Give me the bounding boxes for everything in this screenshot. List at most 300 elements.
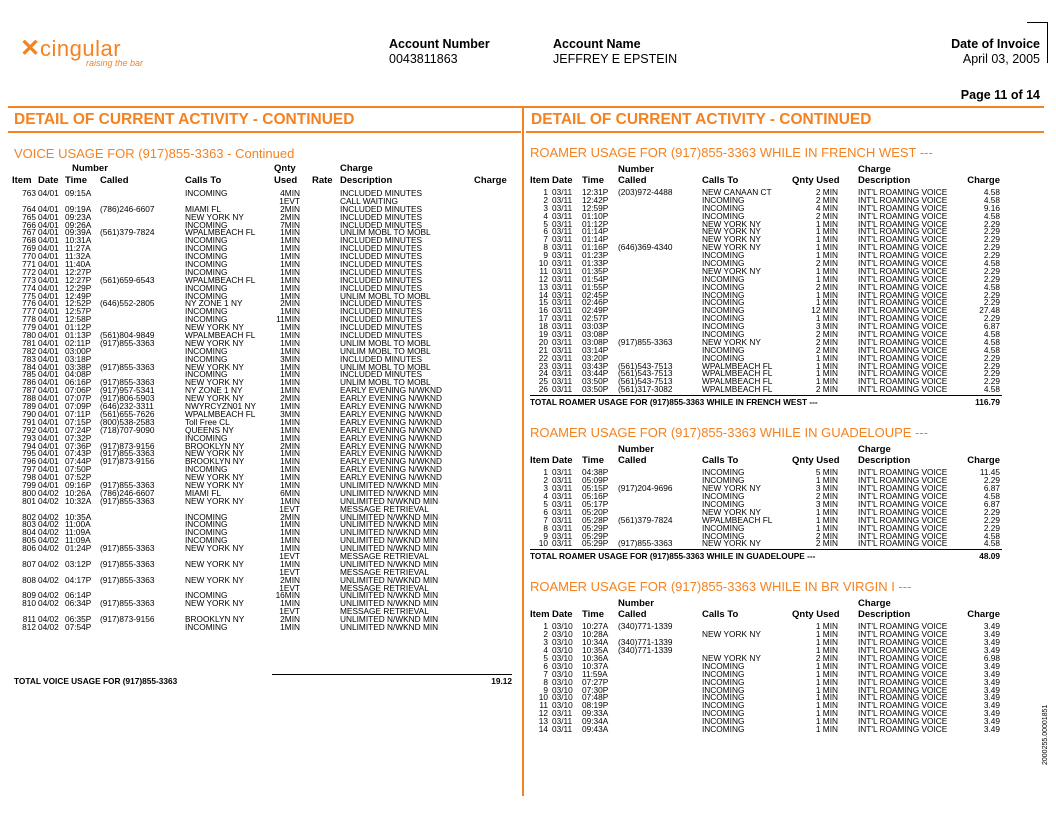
cell-qnty-used: 2 MIN bbox=[815, 281, 838, 292]
cell-date: 04/01 bbox=[38, 290, 59, 301]
hdr-description: Description bbox=[340, 175, 393, 186]
cell-description: INCLUDED MINUTES bbox=[340, 243, 423, 254]
cell-date: 03/11 bbox=[552, 360, 573, 371]
cell-description: UNLIMITED N/WKND MIN bbox=[340, 535, 439, 546]
cell-calls-to: INCOMING bbox=[702, 491, 745, 502]
cell-qnty-used: 1 MIN bbox=[815, 700, 838, 711]
cell-time: 04:17P bbox=[65, 574, 92, 585]
cell-date: 03/11 bbox=[552, 723, 573, 734]
cell-item: 20 bbox=[538, 336, 548, 347]
cell-charge: 3.49 bbox=[983, 621, 1000, 632]
cell-calls-to: NEW YORK NY bbox=[702, 226, 761, 237]
cell-date: 04/02 bbox=[38, 495, 59, 506]
cell-description: EARLY EVENING N/WKND bbox=[340, 393, 443, 404]
roamer-total-rule bbox=[530, 549, 1002, 550]
cell-called: (917)873-9156 bbox=[100, 456, 155, 467]
cell-calls-to: WPALMBEACH FL bbox=[702, 384, 773, 395]
cell-description: INT'L ROAMING VOICE bbox=[858, 700, 948, 711]
cell-calls-to: NEW YORK NY bbox=[185, 377, 244, 388]
cell-description: INT'L ROAMING VOICE bbox=[858, 344, 948, 355]
cell-charge: 3.49 bbox=[983, 723, 1000, 734]
cell-description: INT'L ROAMING VOICE bbox=[858, 226, 948, 237]
cell-item: 8 bbox=[543, 522, 548, 533]
cell-charge: 2.29 bbox=[983, 506, 1000, 517]
cell-item: 812 bbox=[22, 621, 36, 632]
hdr-item: Item bbox=[530, 455, 550, 467]
cell-description: INT'L ROAMING VOICE bbox=[858, 368, 948, 379]
cell-description: INCLUDED MINUTES bbox=[340, 251, 423, 262]
roamer-column-headers bbox=[530, 599, 1002, 621]
cell-description: UNLIMITED N/WKND MIN bbox=[340, 519, 439, 530]
cell-calls-to: NEW YORK NY bbox=[702, 506, 761, 517]
cell-qnty-used: 1 MIN bbox=[815, 218, 838, 229]
cell-description: CALL WAITING bbox=[340, 195, 398, 206]
cell-item: 5 bbox=[543, 652, 548, 663]
cell-description: INT'L ROAMING VOICE bbox=[858, 281, 948, 292]
cell-item: 26 bbox=[538, 384, 548, 395]
cell-date: 04/01 bbox=[38, 369, 59, 380]
cell-used: 2MIN bbox=[280, 440, 300, 451]
cell-used: 4MIN bbox=[280, 188, 300, 198]
cell-date: 03/11 bbox=[552, 218, 573, 229]
cell-time: 07:50P bbox=[65, 464, 92, 475]
cell-item: 2 bbox=[543, 629, 548, 640]
cell-time: 07:27P bbox=[582, 676, 609, 687]
cell-time: 07:15P bbox=[65, 416, 92, 427]
cell-time: 07:06P bbox=[65, 385, 92, 396]
cell-qnty-used: 2 MIN bbox=[815, 258, 838, 269]
voice-usage-table bbox=[12, 190, 514, 632]
cell-time: 05:29P bbox=[582, 522, 609, 533]
cell-calls-to: INCOMING bbox=[185, 251, 228, 262]
cell-time: 03:50P bbox=[582, 376, 609, 387]
cell-qnty-used: 1 MIN bbox=[815, 376, 838, 387]
left-title-rule bbox=[8, 131, 521, 133]
cell-called: (646)552-2805 bbox=[100, 298, 155, 309]
cell-called: (561)317-3082 bbox=[618, 384, 673, 395]
cell-calls-to: WPALMBEACH FL bbox=[702, 514, 773, 525]
cell-charge: 2.29 bbox=[983, 352, 1000, 363]
cell-time: 12:58P bbox=[65, 314, 92, 325]
cell-item: 808 bbox=[22, 574, 36, 585]
hdr-description: Description bbox=[858, 455, 911, 467]
cell-charge: 4.58 bbox=[983, 329, 1000, 340]
cell-used: 3MIN bbox=[280, 408, 300, 419]
cell-item: 11 bbox=[539, 700, 548, 711]
cell-calls-to: INCOMING bbox=[185, 290, 228, 301]
cell-time: 07:48P bbox=[582, 692, 609, 703]
cell-called: (646)369-4340 bbox=[618, 242, 673, 253]
cell-date: 03/11 bbox=[552, 297, 573, 308]
cell-date: 03/11 bbox=[552, 194, 573, 205]
cell-date: 04/01 bbox=[38, 393, 59, 404]
cell-calls-to: INCOMING bbox=[702, 660, 745, 671]
cell-item: 14 bbox=[538, 289, 548, 300]
cell-calls-to: WPALMBEACH FL bbox=[185, 274, 256, 285]
cell-item: 777 bbox=[22, 306, 36, 317]
cell-time: 03:03P bbox=[582, 321, 609, 332]
cell-item: 8 bbox=[543, 676, 548, 687]
cell-item: 786 bbox=[22, 377, 36, 388]
cell-description: INCLUDED MINUTES bbox=[340, 211, 423, 222]
cell-charge: 2.29 bbox=[983, 273, 1000, 284]
cell-date: 03/11 bbox=[552, 467, 573, 478]
cell-date: 04/01 bbox=[38, 424, 59, 435]
cell-charge: 2.29 bbox=[983, 289, 1000, 300]
table-row bbox=[12, 621, 514, 632]
cell-description: INT'L ROAMING VOICE bbox=[858, 498, 948, 509]
cell-used: 1MIN bbox=[280, 251, 300, 262]
cell-description: INT'L ROAMING VOICE bbox=[858, 645, 948, 656]
cell-item: 798 bbox=[22, 472, 36, 483]
hdr-date: Date bbox=[552, 175, 573, 186]
cell-time: 08:19P bbox=[582, 700, 609, 711]
cell-time: 11:59A bbox=[582, 668, 608, 679]
hdr-calls-to: Calls To bbox=[702, 609, 739, 621]
invoice-date-label: Date of Invoice bbox=[951, 37, 1040, 51]
cell-item: 793 bbox=[22, 432, 36, 443]
cell-item: 3 bbox=[543, 483, 548, 494]
cell-calls-to: NEW YORK NY bbox=[185, 337, 244, 348]
cell-date: 04/01 bbox=[38, 243, 59, 254]
cell-qnty-used: 1 MIN bbox=[815, 313, 838, 324]
cell-description: INCLUDED MINUTES bbox=[340, 330, 423, 341]
cell-description: UNLIM MOBL TO MOBL bbox=[340, 361, 431, 372]
hdr-qnty-used: Qnty Used bbox=[792, 175, 840, 186]
cell-description: INCLUDED MINUTES bbox=[340, 353, 423, 364]
cell-date: 03/11 bbox=[552, 250, 573, 261]
cell-description: UNLIMITED N/WKND MIN bbox=[340, 614, 439, 625]
cell-item: 811 bbox=[22, 614, 36, 625]
cell-called: (917)204-9696 bbox=[618, 483, 673, 494]
cell-charge: 2.29 bbox=[983, 475, 1000, 486]
cell-date: 04/02 bbox=[38, 543, 59, 554]
cell-description: INT'L ROAMING VOICE bbox=[858, 250, 948, 261]
roamer-total-label: TOTAL ROAMER USAGE FOR (917)855-3363 WHILE IN FRENCH WEST --- bbox=[530, 397, 818, 408]
roamer-subtitle: ROAMER USAGE FOR (917)855-3363 WHILE IN BR VIRGIN I --- bbox=[530, 579, 912, 595]
cell-called: (917)957-5341 bbox=[100, 385, 155, 396]
cell-qnty-used: 1 MIN bbox=[815, 637, 838, 648]
cell-called: (561)804-9849 bbox=[100, 330, 155, 341]
cell-date: 04/01 bbox=[38, 259, 59, 270]
hdr-date: Date bbox=[552, 455, 573, 467]
cell-time: 02:49P bbox=[582, 305, 609, 316]
cell-qnty-used: 1 MIN bbox=[815, 522, 838, 533]
cell-time: 01:13P bbox=[65, 330, 92, 341]
cell-called: (917)855-3363 bbox=[100, 495, 155, 506]
cell-description: UNLIMITED N/WKND MIN bbox=[340, 621, 439, 632]
cell-description: UNLIMITED N/WKND MIN bbox=[340, 574, 439, 585]
cell-calls-to: NEW YORK NY bbox=[702, 483, 761, 494]
cell-time: 11:09A bbox=[65, 535, 91, 546]
cell-used: 1MIN bbox=[280, 432, 300, 443]
cell-item: 781 bbox=[22, 337, 36, 348]
cell-calls-to: INCOMING bbox=[185, 369, 228, 380]
cell-description: INT'L ROAMING VOICE bbox=[858, 297, 948, 308]
cell-date: 03/11 bbox=[552, 234, 573, 245]
cell-time: 07:11P bbox=[65, 408, 91, 419]
cell-charge: 4.58 bbox=[983, 344, 1000, 355]
cell-qnty-used: 2 MIN bbox=[815, 491, 838, 502]
cell-time: 01:12P bbox=[65, 322, 92, 333]
cell-date: 03/10 bbox=[552, 684, 573, 695]
account-name: JEFFREY E EPSTEIN bbox=[553, 52, 678, 66]
cell-calls-to: INCOMING bbox=[702, 289, 745, 300]
cell-time: 05:17P bbox=[582, 498, 609, 509]
cell-calls-to: NEW YORK NY bbox=[185, 472, 244, 483]
cell-calls-to: MIAMI FL bbox=[185, 203, 221, 214]
cell-date: 04/01 bbox=[38, 298, 59, 309]
cell-time: 05:29P bbox=[582, 530, 609, 541]
cell-item: 11 bbox=[539, 265, 548, 276]
cell-called: (561)543-7513 bbox=[618, 368, 673, 379]
cell-used: 1MIN bbox=[280, 495, 300, 506]
hdr-charge: Charge bbox=[474, 175, 507, 186]
cell-calls-to: INCOMING bbox=[702, 273, 745, 284]
cell-date: 04/02 bbox=[38, 614, 59, 625]
cell-date: 03/10 bbox=[552, 652, 573, 663]
cell-date: 04/02 bbox=[38, 558, 59, 569]
cell-time: 01:14P bbox=[582, 234, 609, 245]
cell-used: 1MIN bbox=[280, 266, 300, 277]
cell-item: 792 bbox=[22, 424, 36, 435]
cell-item: 809 bbox=[22, 590, 36, 601]
cell-item: 24 bbox=[538, 368, 548, 379]
cell-description: INT'L ROAMING VOICE bbox=[858, 210, 948, 221]
cell-time: 09:15A bbox=[65, 188, 92, 198]
hdr-charge: Charge bbox=[967, 455, 1000, 467]
cell-time: 10:35A bbox=[582, 645, 609, 656]
cell-called: (917)855-3363 bbox=[100, 598, 155, 609]
hdr-calls-to: Calls To bbox=[702, 175, 739, 186]
cell-date: 04/01 bbox=[38, 227, 59, 238]
cell-calls-to: NEW YORK NY bbox=[185, 211, 244, 222]
cell-used: 2MIN bbox=[280, 203, 300, 214]
cell-date: 03/11 bbox=[552, 522, 573, 533]
cell-description: EARLY EVENING N/WKND bbox=[340, 432, 443, 443]
cell-used: 1MIN bbox=[280, 345, 300, 356]
cell-used: 1MIN bbox=[280, 558, 300, 569]
cell-time: 09:19A bbox=[65, 203, 92, 214]
cell-charge: 4.58 bbox=[983, 491, 1000, 502]
cell-time: 05:20P bbox=[582, 506, 609, 517]
cell-used: 1EVT bbox=[279, 582, 300, 593]
cell-qnty-used: 1 MIN bbox=[815, 645, 838, 656]
cell-date: 03/11 bbox=[552, 376, 573, 387]
cell-date: 04/01 bbox=[38, 353, 59, 364]
cell-calls-to: INCOMING bbox=[702, 321, 745, 332]
cell-calls-to: INCOMING bbox=[702, 329, 745, 340]
cell-called: (917)806-5903 bbox=[100, 393, 155, 404]
cell-description: MESSAGE RETRIEVAL bbox=[340, 503, 429, 514]
cell-time: 01:16P bbox=[582, 242, 609, 253]
cell-used: 1MIN bbox=[280, 479, 300, 490]
cell-calls-to: INCOMING bbox=[702, 352, 745, 363]
cell-date: 04/01 bbox=[38, 432, 59, 443]
cell-item: 6 bbox=[543, 506, 548, 517]
cell-qnty-used: 3 MIN bbox=[815, 498, 838, 509]
cell-description: INCLUDED MINUTES bbox=[340, 274, 423, 285]
cell-date: 03/11 bbox=[552, 305, 573, 316]
hdr-number: Number bbox=[618, 164, 654, 175]
cell-item: 6 bbox=[543, 226, 548, 237]
cell-time: 12:52P bbox=[65, 298, 92, 309]
cell-date: 04/01 bbox=[38, 306, 59, 317]
hdr-called: Called bbox=[100, 175, 129, 186]
cell-date: 04/02 bbox=[38, 511, 59, 522]
cell-date: 03/10 bbox=[552, 668, 573, 679]
cell-date: 04/01 bbox=[38, 456, 59, 467]
cell-item: 7 bbox=[543, 234, 548, 245]
cell-item: 14 bbox=[538, 723, 548, 734]
cell-item: 8 bbox=[543, 242, 548, 253]
cell-date: 03/11 bbox=[552, 329, 573, 340]
cell-description: UNLIMITED N/WKND MIN bbox=[340, 598, 439, 609]
cell-item: 22 bbox=[538, 352, 548, 363]
cell-charge: 2.29 bbox=[983, 360, 1000, 371]
hdr-number: Number bbox=[618, 598, 654, 610]
cell-calls-to: INCOMING bbox=[702, 281, 745, 292]
cell-item: 3 bbox=[543, 202, 548, 213]
cell-item: 772 bbox=[22, 266, 36, 277]
cell-time: 09:26A bbox=[65, 219, 92, 230]
cell-charge: 3.49 bbox=[983, 700, 1000, 711]
cell-description: INT'L ROAMING VOICE bbox=[858, 321, 948, 332]
cell-date: 03/11 bbox=[552, 514, 573, 525]
cell-calls-to: NEW YORK NY bbox=[185, 574, 244, 585]
cell-description: UNLIM MOBL TO MOBL bbox=[340, 337, 431, 348]
cell-time: 04:08P bbox=[65, 369, 92, 380]
cell-used: 16MIN bbox=[275, 590, 300, 601]
cell-charge: 4.58 bbox=[983, 258, 1000, 269]
cell-description: UNLIMITED N/WKND MIN bbox=[340, 527, 439, 538]
cell-date: 03/11 bbox=[552, 708, 573, 719]
cell-used: 1MIN bbox=[280, 456, 300, 467]
cell-calls-to: INCOMING bbox=[185, 535, 228, 546]
cell-calls-to: WPALMBEACH FL bbox=[185, 227, 256, 238]
cell-qnty-used: 1 MIN bbox=[815, 708, 838, 719]
cell-called: (646)232-3311 bbox=[100, 401, 154, 412]
cell-calls-to: NEW YORK NY bbox=[185, 598, 244, 609]
cell-time: 10:31A bbox=[65, 235, 92, 246]
cell-time: 12:57P bbox=[65, 306, 92, 317]
cell-time: 10:34A bbox=[582, 637, 609, 648]
cell-calls-to: NEW CANAAN CT bbox=[702, 187, 772, 197]
cell-item: 7 bbox=[543, 668, 548, 679]
cell-time: 05:09P bbox=[582, 475, 609, 486]
cell-used: 1MIN bbox=[280, 282, 300, 293]
cell-description: INT'L ROAMING VOICE bbox=[858, 692, 948, 703]
cell-item: 810 bbox=[22, 598, 36, 609]
cell-calls-to: INCOMING bbox=[702, 258, 745, 269]
cell-description: EARLY EVENING N/WKND bbox=[340, 456, 443, 467]
cell-calls-to: NEW YORK NY bbox=[185, 448, 244, 459]
cell-charge: 6.87 bbox=[983, 498, 1000, 509]
cell-calls-to: INCOMING bbox=[702, 716, 745, 727]
cell-called: (340)771-1339 bbox=[618, 621, 673, 632]
cell-description: INT'L ROAMING VOICE bbox=[858, 360, 948, 371]
cell-description: EARLY EVENING N/WKND bbox=[340, 385, 443, 396]
cell-calls-to: INCOMING bbox=[702, 530, 745, 541]
hdr-called: Called bbox=[618, 175, 647, 186]
cell-item: 788 bbox=[22, 393, 36, 404]
cell-calls-to: INCOMING bbox=[185, 306, 228, 317]
cell-time: 09:16P bbox=[65, 479, 92, 490]
cell-charge: 2.29 bbox=[983, 522, 1000, 533]
cell-item: 796 bbox=[22, 456, 36, 467]
cell-called: (800)538-2583 bbox=[100, 416, 155, 427]
cell-date: 04/01 bbox=[38, 377, 59, 388]
cell-description: INCLUDED MINUTES bbox=[340, 266, 423, 277]
cell-item: 790 bbox=[22, 408, 36, 419]
cell-qnty-used: 1 MIN bbox=[815, 273, 838, 284]
cell-used: 1EVT bbox=[279, 606, 300, 617]
cell-item: 783 bbox=[22, 353, 36, 364]
cell-calls-to: NY ZONE 1 NY bbox=[185, 385, 243, 396]
cell-item: 1 bbox=[543, 187, 548, 197]
cell-date: 03/11 bbox=[552, 281, 573, 292]
cell-date: 03/10 bbox=[552, 637, 573, 648]
cell-qnty-used: 2 MIN bbox=[815, 194, 838, 205]
cell-date: 04/02 bbox=[38, 590, 59, 601]
cell-description: INT'L ROAMING VOICE bbox=[858, 684, 948, 695]
cell-time: 03:00P bbox=[65, 345, 92, 356]
cell-used: 1MIN bbox=[280, 337, 300, 348]
cell-qnty-used: 4 MIN bbox=[815, 202, 838, 213]
cell-charge: 4.58 bbox=[983, 384, 1000, 395]
cell-used: 6MIN bbox=[280, 487, 300, 498]
cell-used: 1MIN bbox=[280, 235, 300, 246]
cell-qnty-used: 2 MIN bbox=[815, 652, 838, 663]
cell-item: 797 bbox=[22, 464, 36, 475]
cell-description: INT'L ROAMING VOICE bbox=[858, 483, 948, 494]
cell-date: 03/11 bbox=[552, 716, 573, 727]
cell-date: 03/11 bbox=[552, 210, 573, 221]
cell-date: 03/11 bbox=[552, 344, 573, 355]
roamer-usage-area bbox=[530, 145, 1002, 785]
cell-description: INT'L ROAMING VOICE bbox=[858, 530, 948, 541]
cell-item: 4 bbox=[543, 491, 548, 502]
cell-date: 04/01 bbox=[38, 203, 59, 214]
cell-called: (917)855-3363 bbox=[100, 543, 155, 554]
cell-date: 03/10 bbox=[552, 692, 573, 703]
invoice-date: April 03, 2005 bbox=[962, 52, 1040, 66]
right-title-rule bbox=[526, 131, 1044, 133]
account-number-label: Account Number bbox=[389, 37, 490, 51]
cell-calls-to: INCOMING bbox=[185, 282, 228, 293]
cell-qnty-used: 1 MIN bbox=[815, 723, 838, 734]
cell-item: 780 bbox=[22, 330, 36, 341]
cell-qnty-used: 12 MIN bbox=[811, 305, 838, 316]
cell-date: 04/01 bbox=[38, 274, 59, 285]
cell-description: INT'L ROAMING VOICE bbox=[858, 716, 948, 727]
cell-item: 6 bbox=[543, 660, 548, 671]
cell-time: 09:34A bbox=[582, 716, 609, 727]
hdr-charge-top: Charge bbox=[340, 163, 373, 174]
cell-time: 05:16P bbox=[582, 491, 609, 502]
hdr-charge: Charge bbox=[967, 609, 1000, 621]
cell-used: 2MIN bbox=[280, 211, 300, 222]
cell-description: INT'L ROAMING VOICE bbox=[858, 676, 948, 687]
cell-calls-to: NEW YORK NY bbox=[185, 393, 244, 404]
roamer-table bbox=[530, 623, 1002, 733]
cell-qnty-used: 1 MIN bbox=[815, 226, 838, 237]
cell-charge: 3.49 bbox=[983, 708, 1000, 719]
cell-date: 04/01 bbox=[38, 479, 59, 490]
cell-time: 01:55P bbox=[582, 281, 609, 292]
cell-charge: 2.29 bbox=[983, 313, 1000, 324]
cell-used: 1MIN bbox=[280, 527, 300, 538]
